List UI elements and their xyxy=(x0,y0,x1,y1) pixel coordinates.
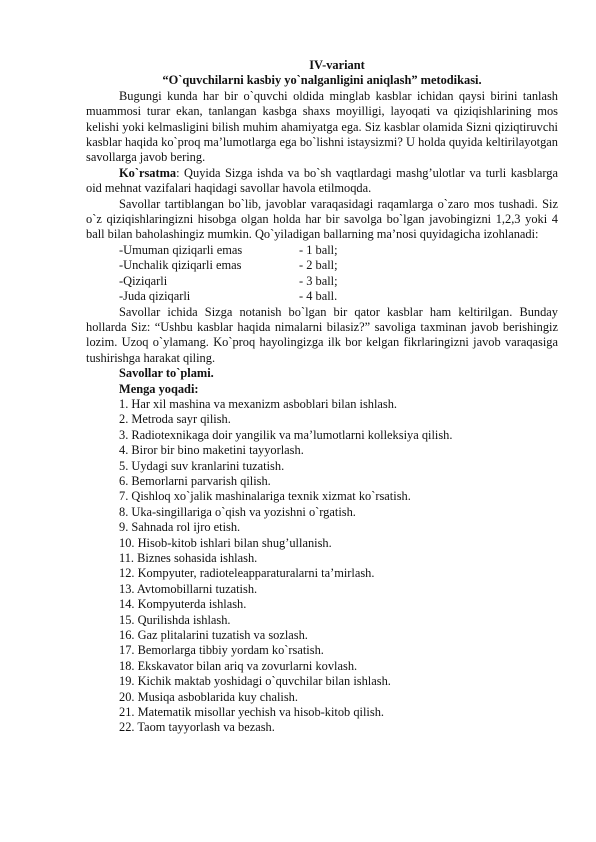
scale-label: -Juda qiziqarli xyxy=(119,289,191,304)
scale-label: -Umuman qiziqarli emas xyxy=(119,242,243,257)
note-paragraph: Savollar ichida Sizga notanish bo`lgan bir qator kasblar ham keltirilgan. Bunday hollarda Siz: “Ushbu kasblar haqida nimalarni bilasiz?” savoliga taxminan javob berishingiz lozim. Uzoq o`ylamang. Ko`proq hayolingizga ilk bor kelgan fikrlaringizni javob varaqasiga tushirishga harakat qiling. xyxy=(86,304,558,365)
method-title: “O`quvchilarni kasbiy yo`nalganligini aniqlash” metodikasi. xyxy=(162,73,482,88)
scale-label: -Qiziqarli xyxy=(119,273,168,288)
scale-value: - 1 ball; xyxy=(299,242,338,257)
instruction-paragraph xyxy=(86,166,558,197)
scale-list xyxy=(86,243,558,305)
list-item: 16. Gaz plitalarini tuzatish va sozlash. xyxy=(119,628,308,643)
list-item: 10. Hisob-kitob ishlari bilan shug’ullanish. xyxy=(119,535,332,550)
scale-row xyxy=(86,274,558,289)
list-item: 13. Avtomobillarni tuzatish. xyxy=(119,581,258,596)
document-page xyxy=(86,58,558,736)
scale-value: - 2 ball; xyxy=(299,258,338,273)
list-item: 6. Bemorlarni parvarish qilish. xyxy=(119,473,271,488)
rules-paragraph: Savollar tartiblangan bo`lib, javoblar varaqasidagi raqamlarga o`zaro mos tushadi. Siz o`z qiziqishlaringizni hisobga olgan holda har bir savolga bo`lgan javobingizni 1,2,3 yoki 4 ball bilan baholashingiz mumkin. Qo`yiladigan ballarning ma’nosi quyidagicha izohlanadi: xyxy=(86,196,558,242)
scale-row xyxy=(86,289,558,304)
variant-title: IV-variant xyxy=(309,58,365,72)
list-item: 9. Sahnada rol ijro etish. xyxy=(119,520,241,535)
plan-heading: Savollar to`plami. xyxy=(119,366,214,381)
scale-label: -Unchalik qiziqarli emas xyxy=(119,258,242,273)
list-item: 18. Ekskavator bilan ariq va zovurlarni kovlash. xyxy=(119,658,358,673)
scale-value: - 3 ball; xyxy=(299,273,338,288)
list-item: 1. Har xil mashina va mexanizm asboblari bilan ishlash. xyxy=(119,396,398,411)
list-item: 2. Metroda sayr qilish. xyxy=(119,412,231,427)
scale-row xyxy=(86,243,558,258)
list-item: 3. Radiotexnikaga doir yangilik va ma’lumotlarni kolleksiya qilish. xyxy=(119,427,453,442)
scale-row xyxy=(86,258,558,273)
intro-paragraph: Bugungi kunda har bir o`quvchi oldida minglab kasblar ichidan qaysi birini tanlash muammosi turar ekan, tanlangan kasbga shaxs moyilligi, layoqati va qiziqishlarining mos kelishi yoki kelmasligini bilish muhim ahamiyatga ega. Siz kasblar olamida Sizni qiziqtiruvchi kasblar haqida ko`proq ma’lumotlarga ega bo`lishni istaysizmi? U holda quyida keltirilayotgan savollarga javob bering. xyxy=(86,88,558,165)
list-item: 12. Kompyuter, radioteleapparaturalarni ta’mirlash. xyxy=(119,566,375,581)
list-item: 15. Qurilishda ishlash. xyxy=(119,612,231,627)
list-item: 11. Biznes sohasida ishlash. xyxy=(119,551,258,565)
list-item: 5. Uydagi suv kranlarini tuzatish. xyxy=(119,458,285,473)
list-item: 4. Biror bir bino maketini tayyorlash. xyxy=(119,443,304,458)
list-item: 19. Kichik maktab yoshidagi o`quvchilar bilan ishlash. xyxy=(119,674,391,689)
scale-value: - 4 ball. xyxy=(299,289,338,304)
instruction-label: Ko`rsatma xyxy=(119,165,177,180)
list-item: 7. Qishloq xo`jalik mashinalariga texnik xizmat ko`rsatish. xyxy=(119,489,411,504)
likes-heading: Menga yoqadi: xyxy=(119,381,199,396)
list-item: 17. Bemorlarga tibbiy yordam ko`rsatish. xyxy=(119,643,324,658)
question-list xyxy=(86,397,558,736)
list-item: 20. Musiqa asboblarida kuy chalish. xyxy=(119,689,298,704)
list-item: 21. Matematik misollar yechish va hisob-kitob qilish. xyxy=(119,705,384,720)
instruction-text: : Quyida Sizga ishda va bo`sh vaqtlardagi mashg’ulotlar va turli kasblarga oid mehnat vazifalari haqidagi savollar havola etilmoqda. xyxy=(86,165,558,196)
list-item: 14. Kompyuterda ishlash. xyxy=(119,597,247,612)
list-item: 22. Taom tayyorlash va bezash. xyxy=(119,720,275,735)
list-item: 8. Uka-singillariga o`qish va yozishni o`rgatish. xyxy=(119,504,356,519)
